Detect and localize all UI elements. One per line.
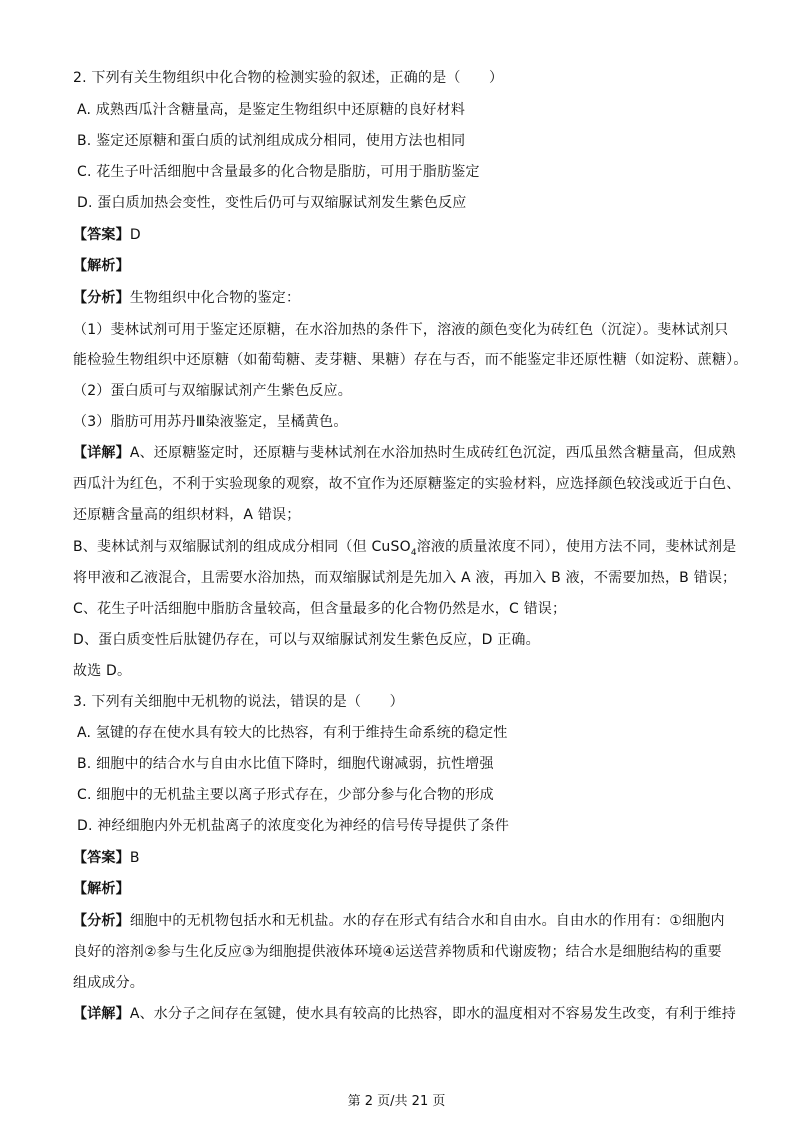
question-3-fenxi-line-3: 组成成分。 [73,975,144,991]
question-2-option-d: D. 蛋白质加热会变性，变性后仍可与双缩脲试剂发生紫色反应 [77,195,467,211]
detail-b-line-1 [73,537,753,557]
detail-c: C、花生子叶活细胞中脂肪含量较高，但含量最多的化合物仍然是水，C 错误； [73,601,567,617]
fenxi-text-1: 细胞中的无机物包括水和无机盐。水的存在形式有结合水和自由水。自由水的作用有：①细胞内 [129,913,725,929]
analysis-point-3: （3）脂肪可用苏丹Ⅲ染液鉴定，呈橘黄色。 [73,414,348,430]
analysis-point-1a: （1）斐林试剂可用于鉴定还原糖，在水浴加热的条件下，溶液的颜色变化为砖红色（沉淀）。斐林试剂只 [73,322,729,338]
analysis-point-2: （2）蛋白质可与双缩脲试剂产生紫色反应。 [73,383,352,399]
question-3-option-c: C. 细胞中的无机盐主要以离子形式存在，少部分参与化合物的形成 [77,787,494,803]
detail-a-text-1: A、还原糖鉴定时，还原糖与斐林试剂在水浴加热时生成砖红色沉淀，西瓜虽然含糖量高，但成熟 [129,445,736,461]
detail-b-subscript: 4 [410,547,417,558]
question-3-fenxi-line-2: 良好的溶剂②参与生化反应③为细胞提供液体环境④运送营养物质和代谢废物；结合水是细胞结构的重要 [73,944,722,960]
question-2-conclusion: 故选 D。 [73,663,132,679]
question-3-analysis-tag [73,879,753,899]
question-3-fenxi-line-1 [73,911,753,931]
question-2-analysis-tag [73,256,753,276]
question-3-detail-a [73,1004,753,1024]
analysis-point-1b: 能检验生物组织中还原糖（如葡萄糖、麦芽糖、果糖）存在与否，而不能鉴定非还原性糖（如淀粉、蔗糖）。 [73,352,748,368]
detail-b-line-2: 将甲液和乙液混合，且需要水浴加热，而双缩脲试剂是先加入 A 液，再加入 B 液，不需要加热，B 错误； [73,570,737,586]
question-2-option-a: A. 成熟西瓜汁含糖量高，是鉴定生物组织中还原糖的良好材料 [77,102,466,118]
analysis-tag: 【解析】 [73,881,130,897]
fenxi-tag: 【分析】 [73,913,130,929]
answer-value: B [129,850,140,866]
page-footer: 第 2 页/共 21 页 [347,1094,446,1109]
question-2-answer [73,225,753,245]
answer-value: D [129,227,141,243]
detail-a-line-2: 西瓜汁为红色，不利于实验现象的观察，故不宜作为还原糖鉴定的实验材料，应选择颜色较浅或近于白色、 [73,476,741,492]
question-2-option-c: C. 花生子叶活细胞中含量最多的化合物是脂肪，可用于脂肪鉴定 [77,164,480,180]
analysis-tag: 【解析】 [73,258,130,274]
question-3-option-b: B. 细胞中的结合水与自由水比值下降时，细胞代谢减弱，抗性增强 [77,756,494,772]
question-3-stem: 3. 下列有关细胞中无机物的说法，错误的是（ ） [73,694,404,710]
answer-tag: 【答案】 [73,850,130,866]
detail-b-post: 溶液的质量浓度不同），使用方法不同，斐林试剂是 [416,539,737,555]
question-2-option-b: B. 鉴定还原糖和蛋白质的试剂组成成分相同，使用方法也相同 [77,133,466,149]
fenxi-tag: 【分析】 [73,290,130,306]
detail-a-text: A、水分子之间存在氢键，使水具有较高的比热容，即水的温度相对不容易发生改变，有利于维持 [129,1006,736,1022]
question-2-stem: 2. 下列有关生物组织中化合物的检测实验的叙述，正确的是（ ） [73,70,504,86]
detail-a-line-3: 还原糖含量高的组织材料，A 错误； [73,507,301,523]
question-3-option-d: D. 神经细胞内外无机盐离子的浓度变化为神经的信号传导提供了条件 [77,818,510,834]
question-2-fenxi [73,288,753,308]
fenxi-text: 生物组织中化合物的鉴定： [129,290,301,306]
question-3-answer [73,848,753,868]
question-3-option-a: A. 氢键的存在使水具有较大的比热容，有利于维持生命系统的稳定性 [77,725,508,741]
detail-a-line-1 [73,443,753,463]
answer-tag: 【答案】 [73,227,130,243]
xiangjie-tag: 【详解】 [73,1006,130,1022]
detail-d: D、蛋白质变性后肽键仍存在，可以与双缩脲试剂发生紫色反应，D 正确。 [73,632,540,648]
xiangjie-tag: 【详解】 [73,445,130,461]
detail-b-pre: B、斐林试剂与双缩脲试剂的组成成分相同（但 CuSO [73,539,411,555]
